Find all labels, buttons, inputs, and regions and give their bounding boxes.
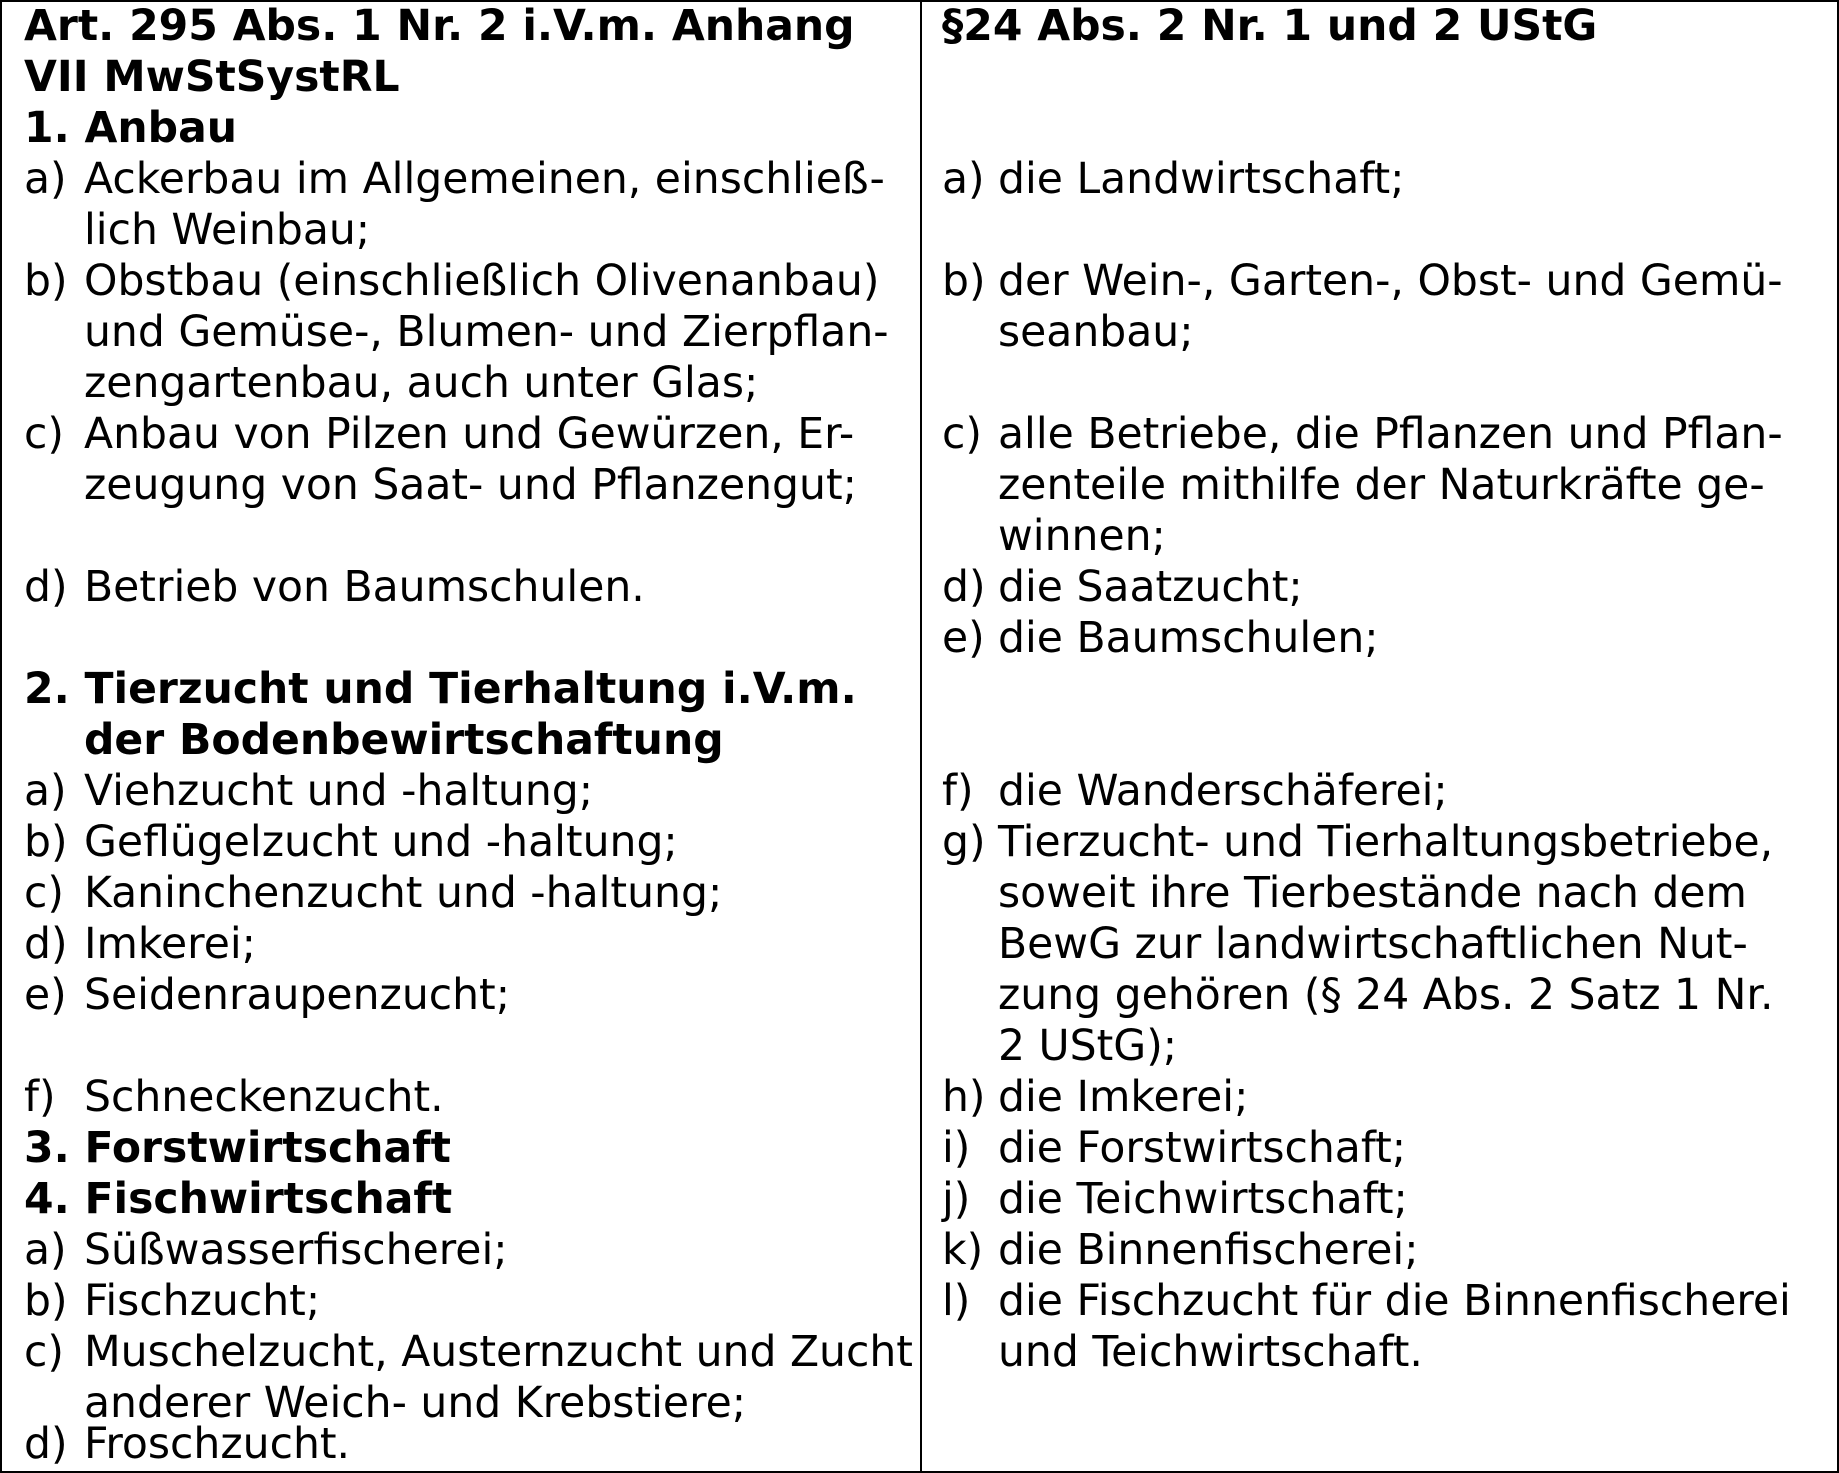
item-label: d) [942,563,986,612]
item-text: 2 UStG); [998,1022,1178,1071]
item-text: zengartenbau, auch unter Glas; [84,359,759,408]
item-label: j) [942,1175,971,1224]
item-label: c) [24,869,64,918]
item-label: d) [24,920,68,969]
item-label: b) [24,818,68,867]
item-text: die Teichwirtschaft; [998,1175,1408,1224]
item-text: Viehzucht und -haltung; [84,767,594,816]
item-text: der Wein-, Garten-, Obst- und Gemü- [998,257,1783,306]
section-2-title-line-1: 2. Tierzucht und Tierhaltung i.V.m. [24,665,857,714]
section-3-title: 3. Forstwirtschaft [24,1124,451,1173]
item-text: winnen; [998,512,1166,561]
item-text: seanbau; [998,308,1194,357]
item-label: l) [942,1277,971,1326]
item-label: a) [24,767,67,816]
item-label: b) [24,1277,68,1326]
item-text: Imkerei; [84,920,256,969]
item-label: h) [942,1073,986,1122]
item-label: f) [24,1073,56,1122]
item-text: Süßwasserfischerei; [84,1226,508,1275]
item-text: Kaninchenzucht und -haltung; [84,869,723,918]
item-text: und Teichwirtschaft. [998,1328,1423,1377]
item-label: a) [24,155,67,204]
section-1-title: 1. Anbau [24,104,238,153]
item-text: die Fischzucht für die Binnenfischerei [998,1277,1791,1326]
item-text: Froschzucht. [84,1420,351,1469]
item-text: zenteile mithilfe der Naturkräfte ge- [998,461,1765,510]
item-label: c) [24,410,64,459]
item-label: i) [942,1124,971,1173]
item-label: b) [942,257,986,306]
item-text: die Wanderschäferei; [998,767,1448,816]
item-text: zung gehören (§ 24 Abs. 2 Satz 1 Nr. [998,971,1774,1020]
item-text: Fischzucht; [84,1277,321,1326]
item-label: a) [942,155,985,204]
item-text: Schneckenzucht. [84,1073,444,1122]
item-text: die Landwirtschaft; [998,155,1405,204]
item-text: alle Betriebe, die Pflanzen und Pflan- [998,410,1783,459]
item-text: soweit ihre Tierbestände nach dem [998,869,1747,918]
item-text: Anbau von Pilzen und Gewürzen, Er- [84,410,855,459]
item-text: Geflügelzucht und -haltung; [84,818,678,867]
item-text: Tierzucht- und Tierhaltungsbetriebe, [998,818,1774,867]
item-label: c) [24,1328,64,1377]
item-label: d) [24,563,68,612]
item-text: Betrieb von Baumschulen. [84,563,645,612]
item-text: die Saatzucht; [998,563,1303,612]
item-text: anderer Weich- und Krebstiere; [84,1379,747,1428]
item-label: a) [24,1226,67,1275]
item-label: g) [942,818,986,867]
item-text: die Baumschulen; [998,614,1379,663]
item-text: Muschelzucht, Austernzucht und Zucht [84,1328,913,1377]
item-text: BewG zur landwirtschaftlichen Nut- [998,920,1748,969]
item-text: die Forstwirtschaft; [998,1124,1407,1173]
left-heading-line-2: VII MwStSystRL [24,53,400,102]
item-label: e) [942,614,985,663]
item-label: k) [942,1226,984,1275]
item-label: f) [942,767,974,816]
item-text: zeugung von Saat- und Pflanzengut; [84,461,857,510]
right-heading: §24 Abs. 2 Nr. 1 und 2 UStG [942,2,1598,51]
section-2-title-line-2: der Bodenbewirtschaftung [84,716,724,765]
item-label: d) [24,1420,68,1469]
section-4-title: 4. Fischwirtschaft [24,1175,453,1224]
item-text: Seidenraupenzucht; [84,971,511,1020]
item-label: e) [24,971,67,1020]
left-heading-line-1: Art. 295 Abs. 1 Nr. 2 i.V.m. Anhang [24,2,855,51]
item-text: die Binnenfischerei; [998,1226,1419,1275]
item-text: die Imkerei; [998,1073,1249,1122]
item-text: und Gemüse-, Blumen- und Zierpflan- [84,308,889,357]
item-text: Ackerbau im Allgemeinen, einschließ- [84,155,885,204]
item-label: c) [942,410,982,459]
item-text: Obstbau (einschließlich Olivenanbau) [84,257,880,306]
item-text: lich Weinbau; [84,206,371,255]
item-label: b) [24,257,68,306]
